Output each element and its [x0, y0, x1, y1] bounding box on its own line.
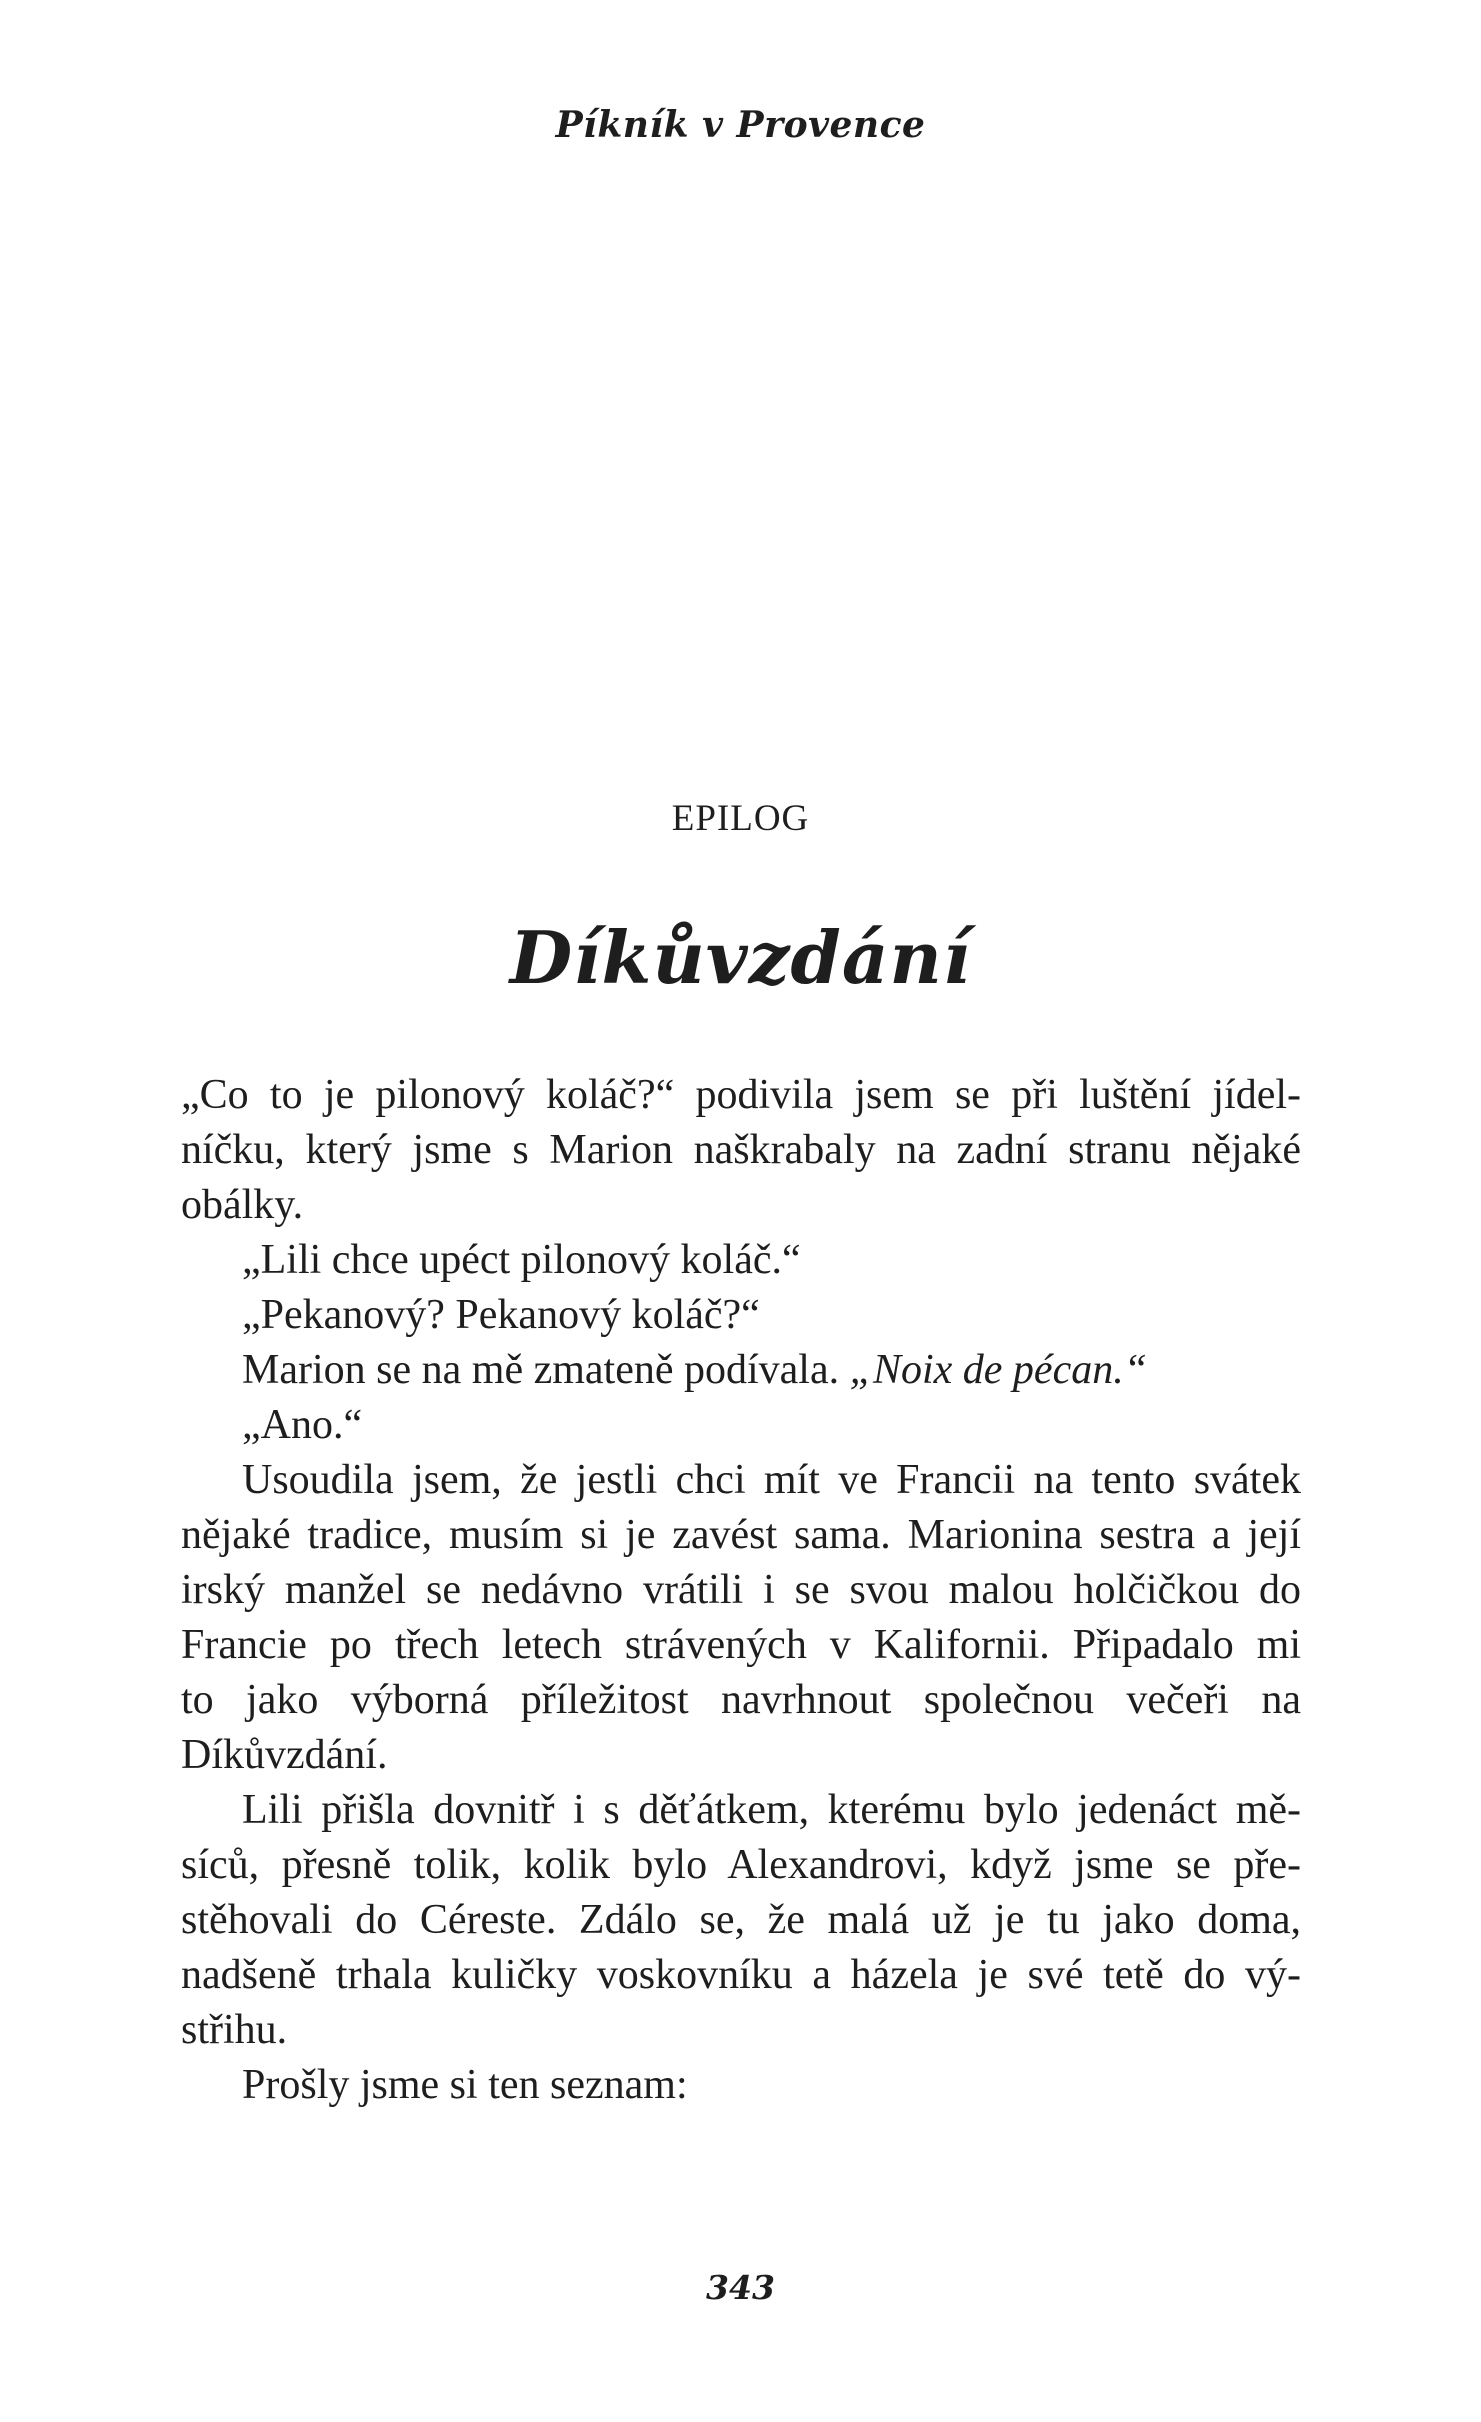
text-line: níčku, který jsme s Marion naškrabaly na zadní stranu nějaké — [181, 1127, 1301, 1173]
text-line: to jako výborná příležitost navrhnout společnou večeři na — [181, 1677, 1301, 1723]
text-line: síců, přesně tolik, kolik bylo Alexandrovi, když jsme se pře- — [181, 1842, 1301, 1888]
page-number: 343 — [706, 2268, 775, 2307]
chapter-label: EPILOG — [671, 798, 810, 839]
running-head: Píkník v Provence — [555, 104, 926, 146]
text-line: „Ano.“ — [242, 1402, 363, 1448]
text-line: „Lili chce upéct pilonový koláč.“ — [242, 1237, 801, 1283]
text-line: obálky. — [181, 1182, 304, 1228]
body-text — [181, 1068, 1301, 2113]
text-line: stěhovali do Céreste. Zdálo se, že malá už je tu jako doma, — [181, 1897, 1301, 1943]
text-line: Díkůvzdání. — [181, 1732, 388, 1778]
text-line: Usoudila jsem, že jestli chci mít ve Francii na tento svátek — [242, 1457, 1301, 1503]
italic-quote: „Noix de pécan.“ — [849, 1347, 1148, 1393]
text-line — [181, 1343, 1301, 1398]
text-line: střihu. — [181, 2007, 288, 2053]
chapter-title: Díkůvzdání — [509, 915, 972, 1000]
text-line: irský manžel se nedávno vrátili i se svou malou holčičkou do — [181, 1567, 1301, 1613]
text-line: Lili přišla dovnitř i s děťátkem, kterému bylo jedenáct mě- — [242, 1787, 1301, 1833]
text-line: nadšeně trhala kuličky voskovníku a házela je své tetě do vý- — [181, 1952, 1301, 1998]
text-line: „Pekanový? Pekanový koláč?“ — [242, 1292, 760, 1338]
text-line: nějaké tradice, musím si je zavést sama. Marionina sestra a její — [181, 1512, 1301, 1558]
text-fragment: Marion se na mě zmateně podívala. — [242, 1347, 840, 1393]
text-line: Francie po třech letech strávených v Kalifornii. Připadalo mi — [181, 1622, 1301, 1668]
text-line: Prošly jsme si ten seznam: — [242, 2062, 688, 2108]
text-line: „Co to je pilonový koláč?“ podivila jsem se při luštění jídel- — [181, 1072, 1301, 1118]
